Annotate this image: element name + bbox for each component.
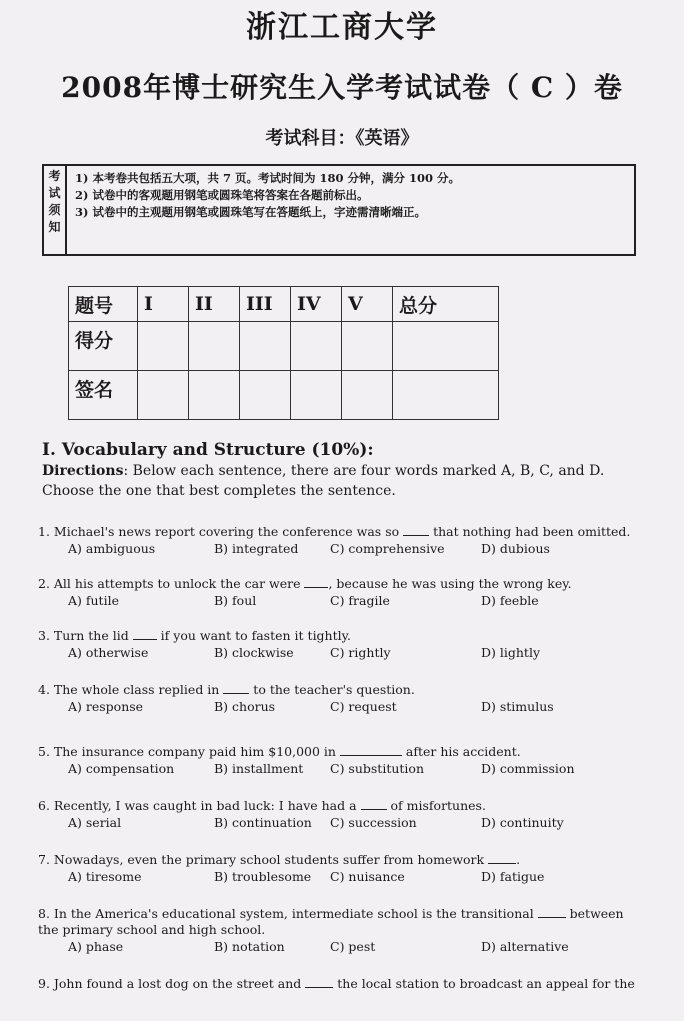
stem-after: . — [516, 852, 521, 867]
answer-blank — [305, 977, 333, 988]
option: C) fragile — [330, 593, 390, 608]
score-header-cell: IV — [291, 287, 342, 322]
score-header-cell: III — [240, 287, 291, 322]
university-name: 浙江工商大学 — [246, 10, 438, 45]
question — [38, 628, 638, 661]
notice-head-char: 须 — [48, 203, 61, 217]
directions-text: : Below each sentence, there are four words marked A, B, C, and D. Choose the one that best completes the sentence. — [42, 463, 605, 499]
question-options — [38, 541, 638, 557]
score-cell — [342, 322, 393, 371]
stem-before: 4. The whole class replied in — [38, 682, 224, 697]
option: D) alternative — [481, 939, 569, 954]
option: B) integrated — [214, 541, 299, 556]
option: B) foul — [214, 593, 257, 608]
question-options — [38, 939, 638, 955]
question-stem — [38, 906, 638, 938]
notice-items — [67, 166, 468, 254]
notice-heading — [44, 166, 67, 254]
answer-blank — [340, 745, 402, 756]
score-cell — [240, 371, 291, 420]
question — [38, 682, 638, 715]
score-header-cell: I — [138, 287, 189, 322]
section-directions — [42, 461, 632, 501]
notice-item: 1) 本考卷共包括五大项，共 7 页。考试时间为 180 分钟，满分 100 分。 — [75, 171, 460, 185]
option: A) otherwise — [68, 645, 149, 660]
stem-before: 9. John found a lost dog on the street and — [38, 976, 306, 991]
option: B) notation — [214, 939, 285, 954]
score-cell — [291, 322, 342, 371]
question-stem — [38, 524, 638, 540]
question — [38, 576, 638, 609]
option: A) compensation — [68, 761, 175, 776]
option: A) futile — [68, 593, 119, 608]
stem-after: , because he was using the wrong key. — [328, 576, 572, 591]
score-cell — [393, 371, 499, 420]
stem-before: 8. In the America's educational system, intermediate school is the transitional — [38, 906, 538, 921]
answer-blank — [223, 683, 249, 694]
question-stem — [38, 798, 638, 814]
score-cell — [342, 371, 393, 420]
question-options — [38, 869, 638, 885]
question-options — [38, 645, 638, 661]
question-options — [38, 593, 638, 609]
exam-title: 2008年博士研究生入学考试试卷（ C ）卷 — [61, 71, 623, 104]
stem-before: 2. All his attempts to unlock the car were — [38, 576, 305, 591]
option: C) comprehensive — [330, 541, 445, 556]
notice-item: 3) 试卷中的主观题用钢笔或圆珠笔写在答题纸上，字迹需清晰端正。 — [75, 205, 426, 219]
option: D) commission — [481, 761, 575, 776]
option: A) response — [68, 699, 144, 714]
exam-subject: 考试科目：《英语》 — [265, 128, 419, 149]
option: A) serial — [68, 815, 122, 830]
option: D) lightly — [481, 645, 541, 660]
stem-before: 6. Recently, I was caught in bad luck: I have had a — [38, 798, 361, 813]
option: C) nuisance — [330, 869, 405, 884]
score-cell — [189, 322, 240, 371]
option: B) installment — [214, 761, 304, 776]
question — [38, 744, 638, 777]
stem-after: after his accident. — [401, 744, 521, 759]
score-header-cell: 题号 — [69, 287, 138, 322]
score-table-row — [69, 322, 499, 371]
score-table — [68, 286, 499, 420]
option: D) stimulus — [481, 699, 554, 714]
question-stem — [38, 682, 638, 698]
answer-blank — [361, 799, 387, 810]
stem-after: to the teacher's question. — [249, 682, 415, 697]
question-stem — [38, 744, 638, 760]
score-header-cell: 总分 — [393, 287, 499, 322]
notice-item: 2) 试卷中的客观题用钢笔或圆珠笔将答案在各题前标出。 — [75, 188, 369, 202]
exam-notice-box — [42, 164, 636, 256]
stem-before: 7. Nowadays, even the primary school students suffer from homework — [38, 852, 489, 867]
question — [38, 852, 638, 885]
notice-head-char: 试 — [48, 186, 61, 200]
score-cell — [189, 371, 240, 420]
question-options — [38, 815, 638, 831]
notice-head-char: 考 — [48, 169, 61, 183]
question — [38, 524, 638, 557]
score-cell — [291, 371, 342, 420]
question-stem — [38, 852, 638, 868]
option: C) succession — [330, 815, 417, 830]
score-row-label: 签名 — [69, 371, 138, 420]
score-row-label: 得分 — [69, 322, 138, 371]
question-stem — [38, 628, 638, 644]
notice-head-char: 知 — [48, 220, 61, 234]
question-stem — [38, 576, 638, 592]
option: C) pest — [330, 939, 376, 954]
score-table-header-row — [69, 287, 499, 322]
stem-after: between the primary school and high school. — [38, 906, 624, 937]
answer-blank — [304, 577, 328, 588]
option: C) substitution — [330, 761, 424, 776]
stem-before: 3. Turn the lid — [38, 628, 133, 643]
question — [38, 906, 638, 955]
option: B) troublesome — [214, 869, 312, 884]
option: A) tiresome — [68, 869, 142, 884]
option: D) continuity — [481, 815, 564, 830]
section-title: I. Vocabulary and Structure (10%): — [42, 440, 374, 460]
stem-after: if you want to fasten it tightly. — [156, 628, 352, 643]
option: D) dubious — [481, 541, 550, 556]
question — [38, 798, 638, 831]
score-table-row — [69, 371, 499, 420]
score-cell — [240, 322, 291, 371]
answer-blank — [133, 629, 157, 640]
score-cell — [138, 371, 189, 420]
score-header-cell: V — [342, 287, 393, 322]
option: C) request — [330, 699, 397, 714]
option: B) chorus — [214, 699, 276, 714]
option: A) phase — [68, 939, 124, 954]
answer-blank — [488, 853, 516, 864]
score-cell — [393, 322, 499, 371]
option: C) rightly — [330, 645, 391, 660]
option: D) fatigue — [481, 869, 545, 884]
option: D) feeble — [481, 593, 539, 608]
option: A) ambiguous — [68, 541, 156, 556]
stem-after: of misfortunes. — [386, 798, 486, 813]
question — [38, 976, 638, 992]
directions-label: Directions — [42, 463, 124, 479]
question-options — [38, 761, 638, 777]
stem-after: that nothing had been omitted. — [429, 524, 631, 539]
score-cell — [138, 322, 189, 371]
answer-blank — [538, 907, 566, 918]
option: B) continuation — [214, 815, 312, 830]
question-stem — [38, 976, 638, 992]
stem-before: 5. The insurance company paid him $10,000 in — [38, 744, 340, 759]
option: B) clockwise — [214, 645, 294, 660]
answer-blank — [403, 525, 429, 536]
score-header-cell: II — [189, 287, 240, 322]
question-options — [38, 699, 638, 715]
stem-before: 1. Michael's news report covering the conference was so — [38, 524, 404, 539]
stem-after: the local station to broadcast an appeal for the — [333, 976, 635, 991]
